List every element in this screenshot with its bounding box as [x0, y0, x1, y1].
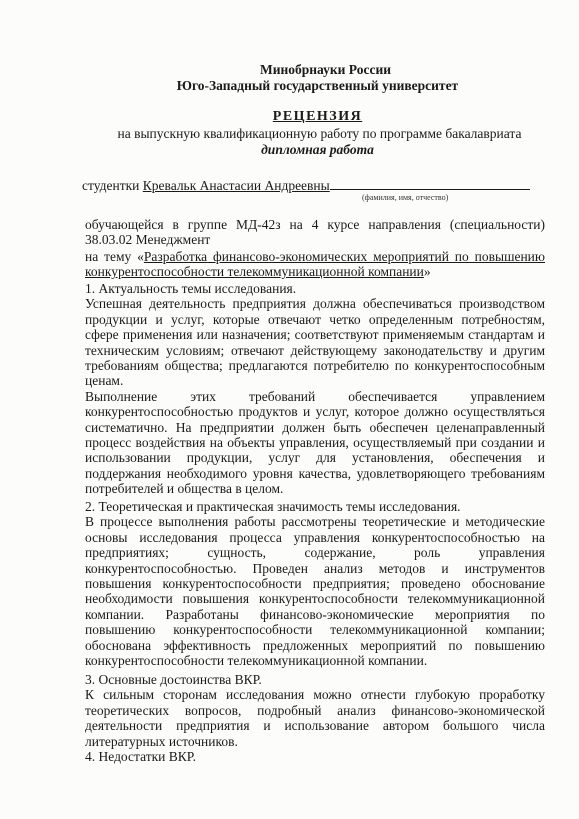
section-3-paragraph-1: К сильным сторонам исследования можно отнести глубокую проработку теоретических вопросов, подробный анализ финансово-экономической деятельности предприятия и использование автором большого числа литературных источников. [85, 687, 545, 749]
section-4 [85, 749, 545, 764]
topic-prefix: на тему « [85, 249, 144, 264]
topic-text: Разработка финансово-экономических мероприятий по повышению конкурентоспособности телекоммуникационной компании [85, 249, 545, 280]
student-name-hint: (фамилия, имя, отчество) [362, 193, 449, 202]
section-1 [85, 281, 545, 497]
section-2 [85, 499, 545, 668]
section-3-heading: 3. Основные достоинства ВКР. [85, 672, 262, 687]
work-type: дипломная работа [261, 142, 374, 157]
section-3 [85, 672, 545, 749]
section-1-paragraph-1: Успешная деятельность предприятия должна обеспечиваться производством продукции и услуг, которые отвечают четко определенным потребностям, сфере применения или назначения; соответствуют применяемым стандартам и техническим условиям; отвечают действующему законодательству и другим требованиям общества; предлагаются потребителю по конкурентоспособным ценам. [85, 296, 545, 389]
section-4-heading: 4. Недостатки ВКР. [85, 749, 196, 764]
student-prefix: студентки [82, 178, 140, 193]
student-name: Кревальк Анастасии Андреевны [142, 178, 330, 193]
topic-paragraph [85, 249, 545, 280]
group-line [85, 217, 545, 248]
section-2-heading: 2. Теоретическая и практическая значимость темы исследования. [85, 499, 461, 514]
section-1-heading: 1. Актуальность темы исследования. [85, 281, 297, 296]
section-2-paragraph-1: В процессе выполнения работы рассмотрены теоретические и методические основы исследования процесса управления конкурентоспособностью на предприятиях; сущность, содержание, роль управления конкурентоспособностью. Проведен анализ методов и инструментов повышения конкурентоспособности предприятия; проведено обоснование необходимости повышения конкурентоспособности телекоммуникационной компании. Разработаны финансово-экономические мероприятия по повышению конкурентоспособности телекоммуникационной компании; обоснована эффективность предложенных мероприятий по повышению конкурентоспособности телекоммуникационной компании. [85, 514, 545, 669]
ministry-header: Минобрнауки России [259, 62, 392, 77]
university-header: Юго-Западный государственный университет [176, 78, 459, 93]
group-text: обучающейся в группе МД-42з на 4 курсе направления (специальности) 38.03.02 Менеджмент [85, 217, 545, 248]
document-title: РЕЦЕНЗИЯ [272, 109, 363, 124]
document-subtitle: на выпускную квалификационную работу по программе бакалавриата [117, 126, 522, 141]
student-line [82, 177, 530, 194]
student-name-blank-line [330, 177, 530, 190]
topic-suffix: » [423, 264, 431, 280]
section-1-paragraph-2: Выполнение этих требований обеспечивается управлением конкурентоспособностью продуктов и услуг, которое должно осуществляться систематично. На предприятии должен быть обеспечен целенаправленный процесс воздействия на объекты управления, осуществляемый при создании и использовании продукции, услуг для установления, обеспечения и поддержания необходимого уровня качества, удовлетворяющего требованиям потребителей и общества в целом. [85, 388, 545, 497]
topic-block [85, 249, 545, 280]
